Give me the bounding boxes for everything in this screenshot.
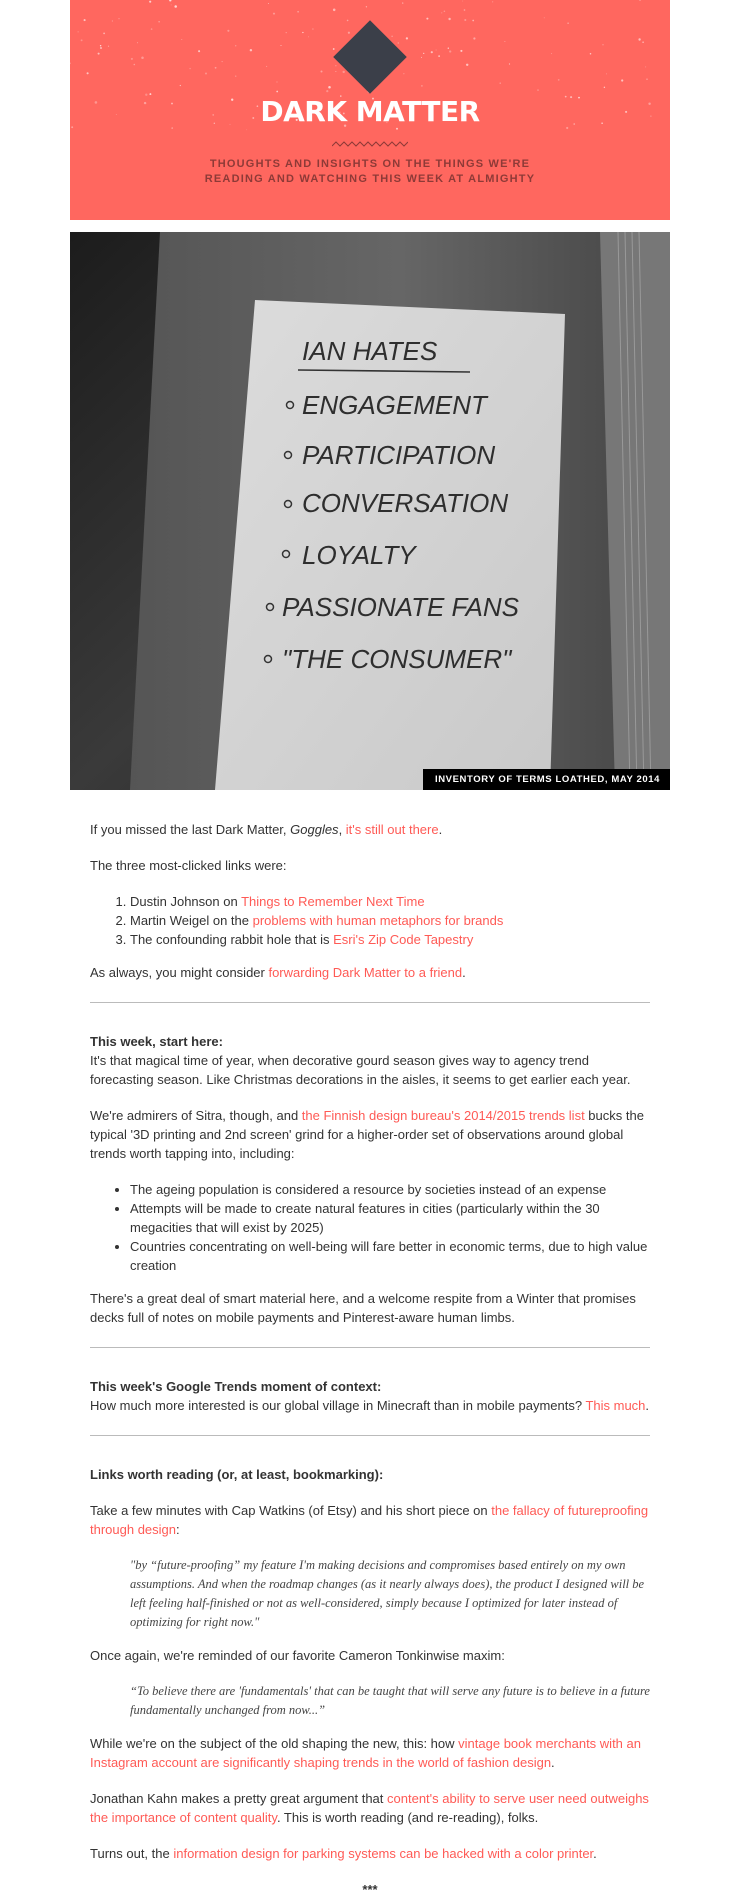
quote-tonkinwise: “To believe there are 'fundamentals' that can be taught that will serve any future is to believe in a future fundamentally unchanged from now...”	[130, 1684, 650, 1717]
list-item: 1. Dustin Johnson on Things to Remember Next Time	[130, 892, 650, 911]
intro-paragraph: If you missed the last Dark Matter, Goggles, it's still out there.	[90, 822, 443, 837]
section-divider	[90, 1002, 650, 1003]
header-banner	[70, 0, 670, 220]
google-trends-heading: This week's Google Trends moment of context:	[90, 1379, 382, 1394]
most-clicked-intro: The three most-clicked links were:	[90, 858, 287, 873]
forward-to-friend-link[interactable]: forwarding Dark Matter to a friend	[268, 965, 463, 980]
most-clicked-link-3[interactable]: Esri's Zip Code Tapestry	[333, 932, 474, 947]
section-divider	[90, 1347, 650, 1348]
previous-issue-link[interactable]: it's still out there	[345, 822, 439, 837]
article-body	[90, 820, 650, 1899]
list-item: • The ageing population is considered a resource by societies instead of an expense	[130, 1180, 650, 1199]
start-paragraph-1: It's that magical time of year, when decorative gourd season gives way to agency trend forecasting season. Like Christmas decorations in the aisles, it seems to get earlier each year.	[90, 1053, 631, 1087]
tagline-line-2: READING AND WATCHING THIS WEEK AT ALMIGHTY	[204, 173, 536, 185]
note-item: PARTICIPATION	[302, 440, 496, 470]
forward-paragraph: As always, you might consider forwarding Dark Matter to a friend.	[90, 965, 466, 980]
note-item: "THE CONSUMER"	[282, 644, 512, 674]
links-paragraph-1: Take a few minutes with Cap Watkins (of Etsy) and his short piece on the fallacy of futureproofing through design:	[90, 1503, 649, 1537]
quote-watkins: "by “future-proofing” my feature I'm making decisions and compromises based entirely on my own assumptions. And when the roadmap changes (as it nearly always does), the product I designed will be left feeling half-finished or not as well-considered, simply because I optimized for later instead of optimizing for right now."	[130, 1558, 645, 1629]
trends-bullet-list	[90, 1180, 650, 1275]
list-item: • Countries concentrating on well-being will fare better in economic terms, due to high value creation	[130, 1237, 650, 1275]
links-paragraph-5: Turns out, the information design for parking systems can be hacked with a color printer.	[90, 1846, 597, 1861]
start-paragraph-3: There's a great deal of smart material here, and a welcome respite from a Winter that promises decks full of notes on mobile payments and Pinterest-aware human limbs.	[90, 1291, 636, 1325]
list-item: 2. Martin Weigel on the problems with human metaphors for brands	[130, 911, 650, 930]
google-trends-paragraph: How much more interested is our global village in Minecraft than in mobile payments? This much.	[90, 1398, 650, 1413]
links-paragraph-2: Once again, we're reminded of our favorite Cameron Tonkinwise maxim:	[90, 1648, 505, 1663]
hero-photo	[70, 232, 670, 790]
star-speck	[246, 129, 247, 130]
links-heading: Links worth reading (or, at least, bookmarking):	[90, 1467, 384, 1482]
note-title: IAN HATES	[302, 336, 438, 366]
zigzag-divider-icon	[332, 140, 408, 148]
tagline	[70, 157, 670, 187]
list-item: 3. The confounding rabbit hole that is Esri's Zip Code Tapestry	[130, 930, 650, 949]
start-paragraph-2: We're admirers of Sitra, though, and the Finnish design bureau's 2014/2015 trends list bucks the typical '3D printing and 2nd screen' grind for a higher-order set of observations around global trends worth tapping into, including:	[90, 1108, 644, 1161]
photo-caption: INVENTORY OF TERMS LOATHED, MAY 2014	[423, 769, 670, 790]
most-clicked-link-2[interactable]: problems with human metaphors for brands	[252, 913, 504, 928]
links-paragraph-4: Jonathan Kahn makes a pretty great argument that content's ability to serve user need outweighs the importance of content quality. This is worth reading (and re-reading), folks.	[90, 1791, 649, 1825]
parking-systems-link[interactable]: information design for parking systems can be hacked with a color printer	[173, 1846, 594, 1861]
newsletter	[70, 0, 670, 1897]
note-item: LOYALTY	[302, 540, 416, 570]
diamond-logo-icon	[333, 20, 407, 94]
futureproofing-link[interactable]: the fallacy of futureproofing through design	[90, 1503, 649, 1537]
note-item: PASSIONATE FANS	[282, 592, 519, 622]
end-mark: ***	[362, 1882, 378, 1897]
vintage-book-merchants-link[interactable]: vintage book merchants with an Instagram account are significantly shaping trends in the world of fashion design	[90, 1736, 641, 1770]
sitra-trends-link[interactable]: the Finnish design bureau's 2014/2015 trends list	[301, 1108, 585, 1123]
links-paragraph-3: While we're on the subject of the old shaping the new, this: how vintage book merchants with an Instagram account are significantly shaping trends in the world of fashion design.	[90, 1736, 641, 1770]
brand-title: DARK MATTER	[260, 95, 480, 128]
star-speck	[396, 128, 398, 130]
note-item: ENGAGEMENT	[302, 390, 487, 420]
note-item: CONVERSATION	[302, 488, 509, 518]
start-here-heading: This week, start here:	[90, 1034, 223, 1049]
notebook-photo-illustration	[70, 232, 670, 790]
list-item: • Attempts will be made to create natural features in cities (particularly within the 30 megacities that will exist by 2025)	[130, 1199, 650, 1237]
section-divider	[90, 1435, 650, 1436]
this-much-link[interactable]: This much	[585, 1398, 646, 1413]
tagline-line-1: THOUGHTS AND INSIGHTS ON THE THINGS WE'RE	[209, 158, 531, 170]
most-clicked-list	[90, 892, 650, 949]
content-ability-link[interactable]: content's ability to serve user need outweighs the importance of content quality	[90, 1791, 649, 1825]
most-clicked-link-1[interactable]: Things to Remember Next Time	[241, 894, 425, 909]
